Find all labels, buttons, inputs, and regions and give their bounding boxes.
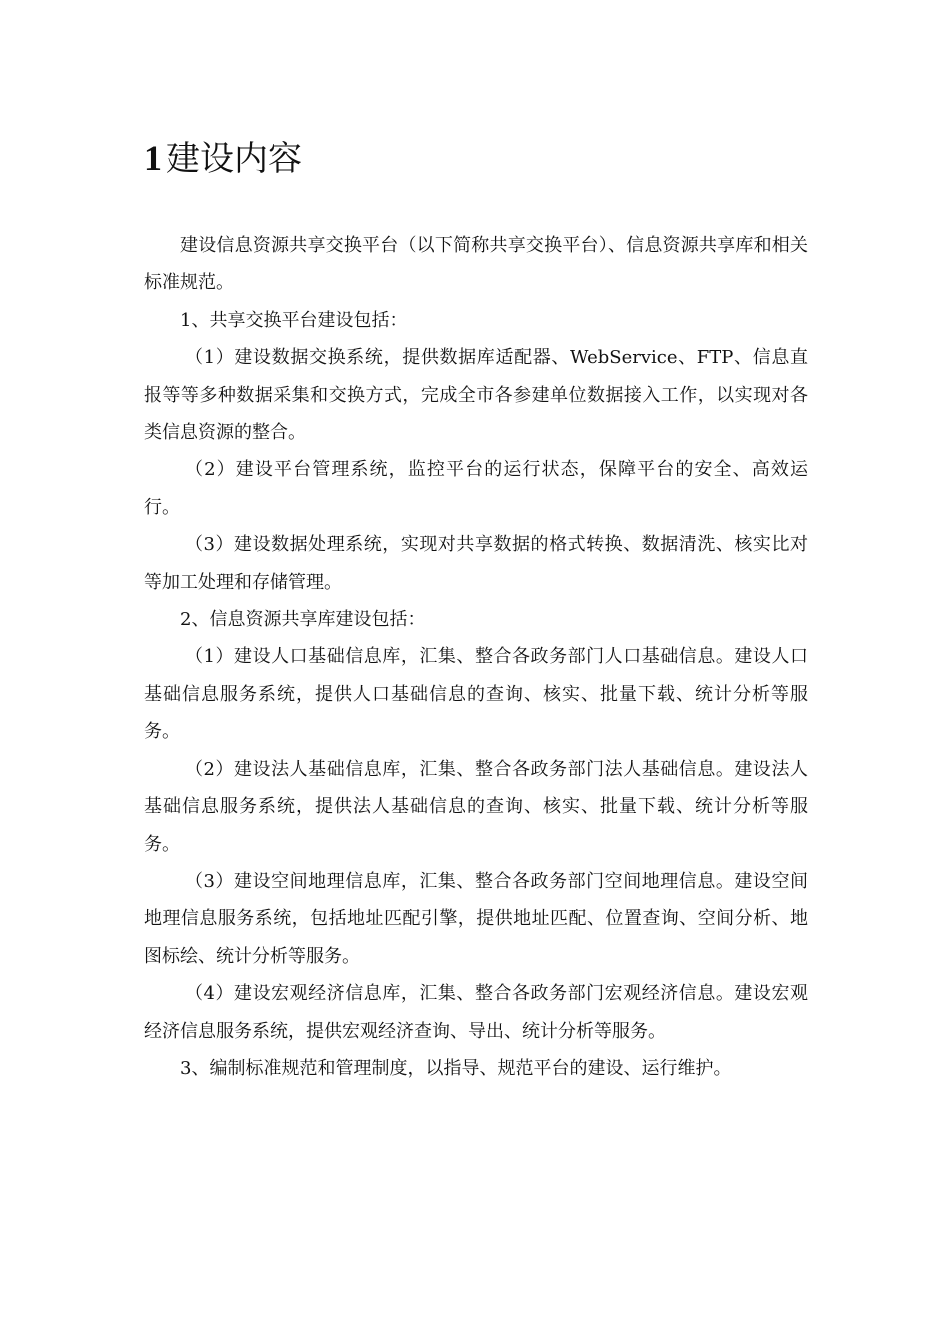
list-item-management-system: （2）建设平台管理系统，监控平台的运行状态，保障平台的安全、高效运行。 [144, 459, 808, 518]
list-item-legal-person-db: （2）建设法人基础信息库，汇集、整合各政务部门法人基础信息。建设法人基础信息服务系统，提供法人基础信息的查询、核实、批量下载、统计分析等服务。 [144, 758, 808, 855]
section-number: 1 [144, 138, 162, 178]
section-title: 建设内容 [166, 139, 302, 179]
list-heading-platform: 1、共享交换平台建设包括： [180, 309, 408, 331]
intro-paragraph: 建设信息资源共享交换平台（以下简称共享交换平台）、信息资源共享库和相关标准规范。 [144, 235, 808, 294]
list-heading-shared-library: 2、信息资源共享库建设包括： [180, 609, 426, 631]
list-item-exchange-system: （1）建设数据交换系统，提供数据库适配器、WebService、FTP、信息直报等等多种数据采集和交换方式，完成全市各参建单位数据接入工作，以实现对各类信息资源的整合。 [144, 347, 808, 444]
section-heading [144, 136, 302, 181]
document-body [144, 227, 808, 1087]
list-heading-standards: 3、编制标准规范和管理制度，以指导、规范平台的建设、运行维护。 [180, 1057, 732, 1079]
list-item-spatial-geo-db: （3）建设空间地理信息库，汇集、整合各政务部门空间地理信息。建设空间地理信息服务系统，包括地址匹配引擎，提供地址匹配、位置查询、空间分析、地图标绘、统计分析等服务。 [144, 870, 808, 967]
list-item-processing-system: （3）建设数据处理系统，实现对共享数据的格式转换、数据清洗、核实比对等加工处理和存储管理。 [144, 534, 808, 593]
list-item-macro-economy-db: （4）建设宏观经济信息库，汇集、整合各政务部门宏观经济信息。建设宏观经济信息服务系统，提供宏观经济查询、导出、统计分析等服务。 [144, 983, 808, 1042]
list-item-population-db: （1）建设人口基础信息库，汇集、整合各政务部门人口基础信息。建设人口基础信息服务系统，提供人口基础信息的查询、核实、批量下载、统计分析等服务。 [144, 646, 808, 743]
